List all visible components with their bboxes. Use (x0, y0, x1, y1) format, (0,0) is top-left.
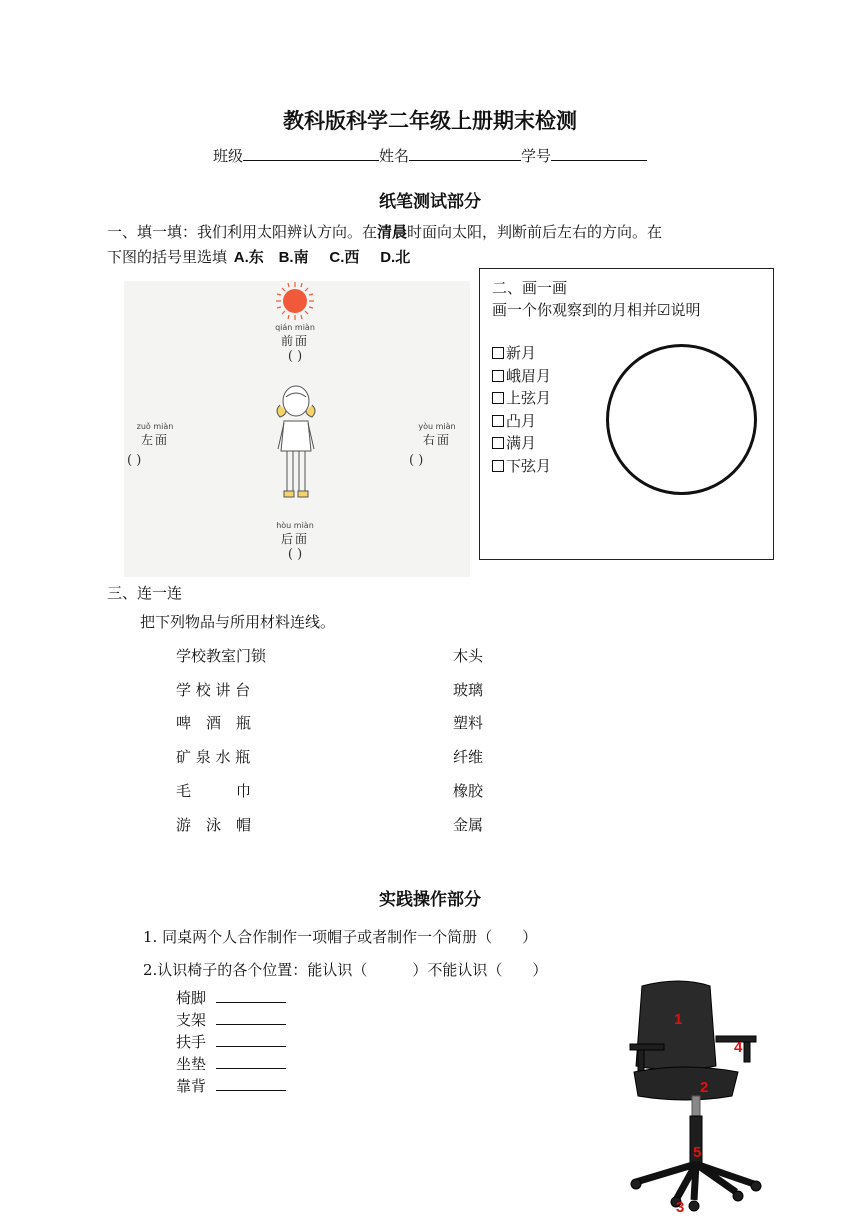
number-label: 学号 (521, 147, 552, 165)
q3-title: 三、连一连 (107, 584, 183, 602)
option-b: B.南 (278, 249, 309, 266)
left-pinyin: zuǒ miàn (136, 422, 174, 431)
name-label: 姓名 (378, 147, 409, 165)
right-text: 右面 (422, 433, 451, 447)
part-label: 靠背 (176, 1077, 207, 1095)
number-blank[interactable] (551, 146, 647, 161)
phase-label: 凸月 (506, 411, 537, 430)
option-c: C.西 (329, 249, 360, 266)
part-answer[interactable] (216, 1010, 286, 1025)
checkbox-icon[interactable] (492, 392, 504, 404)
part-label: 扶手 (176, 1033, 207, 1051)
phase-option[interactable] (492, 455, 551, 478)
practice-1: 1. 同桌两个人合作制作一项帽子或者制作一个简册（ ） (143, 928, 538, 946)
sun-icon (274, 281, 316, 321)
q1-bold: 清晨 (377, 223, 408, 241)
match-material[interactable]: 玻璃 (453, 681, 484, 699)
part-label: 坐垫 (176, 1055, 207, 1073)
match-material[interactable]: 金属 (453, 816, 484, 834)
chair-part-row (176, 1031, 286, 1053)
part-label: 支架 (176, 1011, 207, 1029)
checkbox-icon[interactable] (492, 347, 504, 359)
phase-label: 满月 (506, 434, 537, 453)
name-blank[interactable] (409, 146, 521, 161)
class-label: 班级 (212, 147, 243, 165)
office-chair-icon (620, 978, 770, 1214)
student-info (0, 145, 860, 166)
checkbox-icon[interactable] (492, 415, 504, 427)
q3-instruction: 把下列物品与所用材料连线。 (140, 613, 336, 631)
left-text: 左面 (140, 433, 169, 447)
chair-parts-list (176, 987, 286, 1097)
checkbox-icon[interactable] (492, 370, 504, 382)
right-answer[interactable]: ( ) (409, 453, 424, 468)
part-label: 椅脚 (176, 989, 207, 1007)
part-answer[interactable] (216, 1032, 286, 1047)
page-title: 教科版科学二年级上册期末检测 (283, 109, 577, 133)
q1-text: 一、填一填：我们利用太阳辨认方向。在 (107, 223, 378, 241)
phase-label: 上弦月 (506, 389, 552, 408)
q2-instruction: 画一个你观察到的月相并☑说明 (492, 301, 701, 319)
phase-label: 新月 (506, 344, 537, 362)
option-a: A.东 (233, 249, 264, 266)
question-1 (107, 220, 767, 270)
phase-option[interactable] (492, 365, 551, 388)
chair-label-4: 4 (734, 1039, 743, 1056)
chair-label-1: 1 (674, 1011, 683, 1028)
phase-label: 峨眉月 (506, 366, 552, 385)
part-answer[interactable] (216, 1076, 286, 1091)
match-material[interactable]: 纤维 (453, 748, 484, 766)
chair-label-2: 2 (700, 1079, 709, 1096)
q1-text-b: 时面向太阳，判断前后左右的方向。在 (407, 223, 663, 241)
checkbox-icon[interactable] (492, 460, 504, 472)
phase-option[interactable] (492, 387, 551, 410)
moon-drawing-circle[interactable] (606, 344, 757, 495)
girl-figure-icon (272, 381, 320, 511)
front-label (264, 323, 326, 364)
match-item[interactable]: 学校教室门锁 (176, 647, 267, 665)
direction-figure (124, 281, 470, 577)
chair-label-3: 3 (676, 1199, 685, 1214)
back-answer[interactable]: ( ) (287, 547, 303, 562)
chair-part-row (176, 987, 286, 1009)
chair-label-5: 5 (693, 1144, 702, 1161)
phase-label: 下弦月 (506, 456, 552, 475)
chair-part-row (176, 1053, 286, 1075)
q1-text-c: 下图的括号里选填 (107, 248, 228, 266)
chair-part-row (176, 1009, 286, 1031)
match-material[interactable]: 木头 (453, 647, 484, 665)
practice-2: 2.认识椅子的各个位置：能认识（ ）不能认识（ ） (143, 961, 548, 979)
left-answer[interactable]: ( ) (127, 453, 142, 468)
front-text: 前面 (280, 334, 309, 348)
checkbox-icon[interactable] (492, 437, 504, 449)
q2-title: 二、画一画 (492, 279, 568, 297)
part-answer[interactable] (216, 1054, 286, 1069)
match-material[interactable]: 塑料 (453, 714, 484, 732)
phase-option[interactable] (492, 410, 551, 433)
left-label (124, 422, 186, 448)
right-label (406, 422, 468, 448)
front-pinyin: qián miàn (275, 323, 315, 332)
section-title-practice: 实践操作部分 (379, 890, 481, 910)
part-answer[interactable] (216, 988, 286, 1003)
class-blank[interactable] (243, 146, 379, 161)
back-label (264, 521, 326, 562)
option-d: D.北 (380, 249, 411, 266)
phase-option[interactable] (492, 432, 551, 455)
match-item[interactable]: 矿 泉 水 瓶 (176, 748, 251, 766)
match-material[interactable]: 橡胶 (453, 782, 484, 800)
front-answer[interactable]: ( ) (287, 349, 303, 364)
back-text: 后面 (280, 532, 309, 546)
section-title-written: 纸笔测试部分 (379, 192, 481, 212)
phase-option[interactable] (492, 342, 551, 365)
chair-part-row (176, 1075, 286, 1097)
right-pinyin: yòu miàn (418, 422, 456, 431)
back-pinyin: hòu miàn (276, 521, 314, 530)
match-item[interactable]: 游 泳 帽 (176, 816, 252, 834)
match-item[interactable]: 毛 巾 (176, 782, 252, 800)
match-item[interactable]: 学 校 讲 台 (176, 681, 251, 699)
match-item[interactable]: 啤 酒 瓶 (176, 714, 252, 732)
moon-phase-options (492, 342, 551, 478)
